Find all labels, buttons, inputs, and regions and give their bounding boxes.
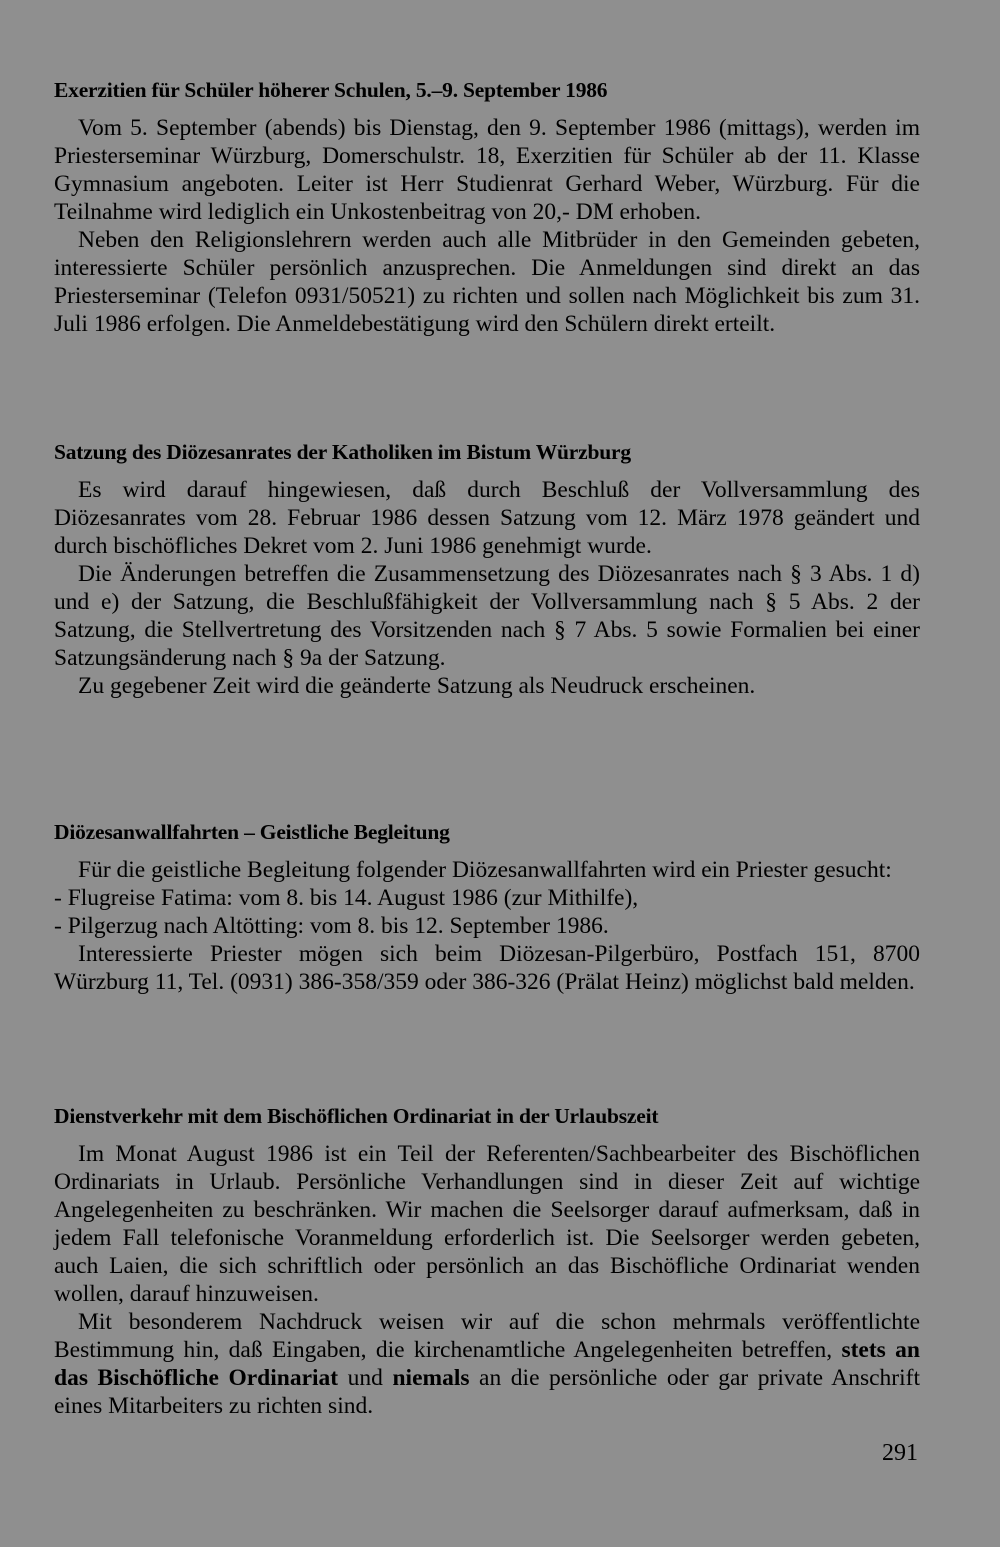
section-heading: Diözesanwallfahrten – Geistliche Begleitung: [54, 820, 450, 844]
section-satzung: [54, 440, 920, 700]
section-exerzitien: [54, 78, 920, 338]
emphasis: niemals: [392, 1364, 470, 1391]
paragraph: Vom 5. September (abends) bis Dienstag, den 9. September 1986 (mittags), werden im Priesterseminar Würzburg, Domerschulstr. 18, Exerzitien für Schüler ab der 11. Klasse Gymnasium angeboten. Leiter ist Herr Studienrat Gerhard Weber, Würzburg. Für die Teilnahme wird lediglich ein Unkostenbeitrag von 20,- DM erhoben.: [54, 114, 920, 225]
section-heading: Dienstverkehr mit dem Bischöflichen Ordinariat in der Urlaubszeit: [54, 1104, 659, 1128]
page-number: 291: [882, 1440, 918, 1466]
emphasis: stets an das Bischöfliche Ordinariat: [54, 1336, 920, 1391]
paragraph: [54, 1308, 920, 1420]
paragraph: Die Änderungen betreffen die Zusammensetzung des Diözesanrates nach § 3 Abs. 1 d) und e) der Satzung, die Beschlußfähigkeit der Vollversammlung nach § 5 Abs. 2 der Satzung, die Stellvertretung des Vorsitzenden nach § 7 Abs. 5 sowie Formalien bei einer Satzungsänderung nach § 9a der Satzung.: [54, 560, 920, 671]
section-heading: Satzung des Diözesanrates der Katholiken im Bistum Würzburg: [54, 440, 631, 464]
paragraph: Es wird darauf hingewiesen, daß durch Beschluß der Vollversammlung des Diözesanrates vom 28. Februar 1986 dessen Satzung vom 12. März 1978 geändert und durch bischöfliches Dekret vom 2. Juni 1986 genehmigt wurde.: [54, 476, 920, 559]
section-dienstverkehr: [54, 1104, 920, 1420]
text-run: und: [338, 1364, 393, 1391]
paragraph: Neben den Religionslehrern werden auch alle Mitbrüder in den Gemeinden gebeten, interessierte Schüler persönlich anzusprechen. Die Anmeldungen sind direkt an das Priesterseminar (Telefon 0931/50521) zu richten und sollen nach Möglichkeit bis zum 31. Juli 1986 erfolgen. Die Anmeldebestätigung wird den Schülern direkt erteilt.: [54, 226, 920, 337]
text-run: an die persönliche oder gar private Anschrift eines Mitarbeiters zu richten sind.: [54, 1364, 921, 1419]
section-heading: Exerzitien für Schüler höherer Schulen, 5.–9. September 1986: [54, 78, 608, 102]
list-item: - Flugreise Fatima: vom 8. bis 14. August 1986 (zur Mithilfe),: [54, 884, 639, 911]
section-wallfahrten: [54, 820, 920, 996]
paragraph: Zu gegebener Zeit wird die geänderte Satzung als Neudruck erscheinen.: [78, 672, 756, 699]
text-run: Mit besonderem Nachdruck weisen wir auf die schon mehrmals veröffentlichte Bestimmung hin, daß Eingaben, die kirchenamtliche Angelegenheiten betreffen,: [54, 1308, 920, 1363]
paragraph: Im Monat August 1986 ist ein Teil der Referenten/Sachbearbeiter des Bischöflichen Ordinariats in Urlaub. Persönliche Verhandlungen sind in dieser Zeit auf wichtige Angelegenheiten zu beschränken. Wir machen die Seelsorger darauf aufmerksam, daß in jedem Fall telefonische Voranmeldung erforderlich ist. Die Seelsorger werden gebeten, auch Laien, die sich schriftlich oder persönlich an das Bischöfliche Ordinariat wenden wollen, darauf hinzuweisen.: [54, 1140, 920, 1307]
paragraph: Für die geistliche Begleitung folgender Diözesanwallfahrten wird ein Priester gesucht:: [78, 856, 892, 883]
paragraph: Interessierte Priester mögen sich beim Diözesan-Pilgerbüro, Postfach 151, 8700 Würzburg 11, Tel. (0931) 386-358/359 oder 386-326 (Prälat Heinz) möglichst bald melden.: [54, 940, 920, 995]
list-item: - Pilgerzug nach Altötting: vom 8. bis 12. September 1986.: [54, 912, 609, 939]
